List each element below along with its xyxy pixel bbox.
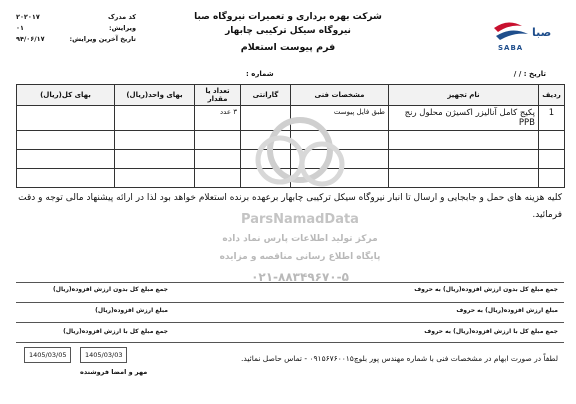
- item-warranty: [241, 106, 291, 131]
- logo-latin: SABA: [498, 44, 524, 52]
- date-label: تاریخ :: [523, 70, 546, 78]
- vat-amount: مبلغ ارزش افزوده(ریال): [95, 307, 168, 314]
- form-title: فرم پیوست استعلام: [240, 42, 336, 53]
- saba-logo: [488, 14, 562, 54]
- col-header: بهای واحد(ریال): [115, 85, 195, 106]
- divider: [16, 302, 564, 303]
- date-stamp: 1405/03/05: [24, 347, 71, 363]
- logo-text: صبا: [532, 26, 552, 39]
- total-amount: جمع مبلغ کل بدون ارزش افزوده(ریال): [53, 286, 168, 293]
- company-name: شرکت بهره برداری و تعمیرات نیروگاه صبا: [194, 12, 382, 22]
- table-row: [17, 131, 565, 150]
- col-header: تعداد یا مقدار: [195, 85, 241, 106]
- meta-value: ۲۰۲۰۱۷: [16, 13, 40, 21]
- item-spec: طبق فایل پیوست: [291, 106, 389, 131]
- number-label: شماره :: [246, 70, 274, 78]
- meta-label: ویرایش:: [109, 24, 136, 32]
- item-name: پکیج کامل آنالیزر اکسیژن محلول رنج PPB: [389, 106, 539, 131]
- col-header: مشخصات فنی: [291, 85, 389, 106]
- meta-row: [16, 34, 136, 45]
- vat-words: مبلغ ارزش افزوده(ریال) به حروف: [456, 307, 558, 314]
- plant-name: نیروگاه سیکل ترکیبی چابهار: [225, 26, 351, 36]
- item-unit-price: [115, 106, 195, 131]
- inquiry-form: [10, 4, 566, 400]
- meta-value: ۹۴/۰۶/۱۷: [16, 35, 45, 43]
- meta-label: تاریخ آخرین ویرایش:: [69, 35, 136, 43]
- grand-total-words: جمع مبلغ کل با ارزش افزوده(ریال) به حروف: [424, 328, 558, 335]
- meta-value: ۰۱: [16, 24, 24, 32]
- form-header: [10, 4, 566, 66]
- table-row: [17, 169, 565, 188]
- item-qty: ۳ عدد: [195, 106, 241, 131]
- grand-total-amount: جمع مبلغ کل با ارزش افزوده(ریال): [63, 328, 168, 335]
- date-stamp: 1405/03/03: [80, 347, 127, 363]
- date-field: [514, 70, 546, 78]
- meta-row: [16, 12, 136, 23]
- table-row: [17, 150, 565, 169]
- contact-note: لطفاً در صورت ابهام در مشخصات فنی با شماره مهندس پور بلوچ۰۹۱۵۶۷۶۰۰۱۵ - تماس حاصل نمائید.: [241, 354, 558, 363]
- items-table: [16, 84, 565, 188]
- divider: [16, 282, 564, 283]
- col-header: گارانتی: [241, 85, 291, 106]
- divider: [16, 322, 564, 323]
- document-meta: [16, 12, 136, 45]
- item-total: [17, 106, 115, 131]
- watermark-line: مرکز تولید اطلاعات پارس نماد داده: [222, 234, 378, 244]
- table-row: [17, 106, 565, 131]
- col-header: بهای کل(ریال): [17, 85, 115, 106]
- table-header-row: [17, 85, 565, 106]
- date-value: / /: [513, 70, 522, 78]
- number-field: [246, 70, 274, 78]
- vendor-signature: مهر و امضا فروشنده: [80, 368, 148, 376]
- meta-label: کد مدرک: [108, 13, 136, 21]
- watermark-line: پایگاه اطلاع رسانی مناقصه و مزایده: [219, 252, 381, 262]
- row-number: 1: [539, 106, 565, 131]
- watermark-brand: ParsNamadData: [241, 212, 359, 227]
- divider: [16, 342, 564, 343]
- col-header: ردیف: [539, 85, 565, 106]
- shipping-notice: کلیه هزینه های حمل و جابجایی و ارسال تا انبار نیروگاه سیکل ترکیبی چابهار برعهده برنده استعلام خواهد بود لذا در ارائه پیشنهاد مالی توجه و دقت فرمائید.: [18, 193, 562, 220]
- watermark-phone: ۰۲۱-۸۸۳۴۹۶۷۰-۵: [251, 270, 349, 284]
- total-words: جمع مبلغ کل بدون ارزش افزوده(ریال) به حروف: [414, 286, 558, 293]
- meta-row: [16, 23, 136, 34]
- col-header: نام تجهیز: [389, 85, 539, 106]
